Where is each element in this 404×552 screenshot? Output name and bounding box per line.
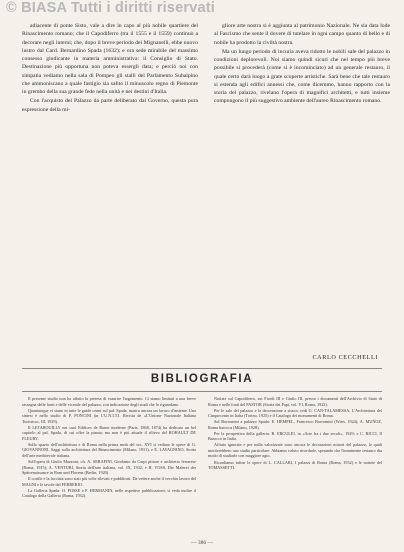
bibliography-paragraph: Affatto ignorate e per nulla valorizzate sono ancora le decorazioni minori del palazzo, le quali meriterebbero uno studio particolare. Abbiamo voluto ricordarle, sperando che l'imminente restauro dia modo di studiarle con maggiore agio.: [208, 442, 382, 459]
bibliography-paragraph: Ricordiamo infine le opere di L. CALLARI, I palazzi di Roma (Roma, 1932) e le notizie del TOMASSETTI.: [208, 459, 382, 471]
bibliography-column-right: [208, 396, 382, 471]
bibliography-paragraph: Il presente studio non ha affatto la pretesa di esaurire l'argomento. Ci siamo limitati a una breve rassegna delle fonti e delle vicende del palazzo, con indicazione degli studi che lo riguardano.: [22, 396, 196, 407]
section-heading: BIBLIOGRAFIA: [150, 373, 254, 385]
bibliography-paragraph: Il LETAROUILLY nei suoi Edifices de Rome moderne (Paris, 1868, 1874) ha dedicato un bel capitolo al pal. Spada, di cui offre la pianta; ma non è più attuale il rilievo del ROHAULT DE FLEURY.: [22, 424, 196, 441]
author-signature: CARLO CECCHELLI: [312, 354, 378, 361]
divider: [22, 391, 382, 392]
page-number: — 386 —: [191, 540, 213, 546]
bibliography-paragraph: Sul Borromini a palazzo Spada: E. HEMPEL, Francesco Borromini (Wien, 1924); A. MUÑOZ, Roma barocca (Milano, 1928).: [208, 419, 382, 430]
article-column-left: [22, 22, 198, 115]
bibliography-paragraph: La Galleria Spada: O. POSSE e F. HERMANIN, nelle rispettive pubblicazioni; si veda inoltre il Catalogo della Galleria (Roma, 1932).: [22, 487, 196, 499]
bibliography-paragraph: Per le sale del palazzo e la decorazione a stucco vedi G. CAN-TALAMESSA, L'Architettura del Cinquecento in Italia (Torino, 1925) e il Catalogo dei monumenti di Roma.: [208, 407, 382, 419]
bibliography-paragraph: Sull'opera di Giulio Mazzoni, cfr. A. SERAFINI, Girolamo da Carpi pittore e architetto ferrarese (Roma, 1915); A. VENTURI, Storia dell'arte italiana, vol. IX, 1932; e H. VOSS, Die Malerei der Spätrenaissance in Rom und Florenz (Berlin, 1920).: [22, 459, 196, 476]
divider: [22, 368, 382, 369]
bibliography-paragraph: Notizie sul Capodiferro, sui Fiordi III e Giulio III, presso i documenti dell'Archivio di Stato di Roma e nelle fonti del PASTOR (Storia dei Papi, vol. VI, Roma, 1922).: [208, 396, 382, 407]
bibliography-paragraph: Quantunque vi siano in tutte le guide cenni sul pal. Spada, manca ancora un lavoro d'insieme. Una sintesi è nello studio di P. PONCINI (in L'U.N.I.T.I. Rivista de «L'Unione Nazionale Italiana Turistica», III, 1929).: [22, 407, 196, 424]
article-paragraph: adiacente di ponte Sisto, vale a dire in capo al più nobile quartiere del Rinascimento romano; che il Capodiferro (tra il 1555 e il 1559) continuò a decorare negli interni; che, dopo il breve periodo dei Mignanelli, ebbe nuovo lustro dal Card. Bernardino Spada (1632); e ora sede mirabile del massimo consesso giudicante in materia amministrativa: il Consiglio di Stato. Destinazione più opportuna non poteva essergli data; e perciò noi con simpatia vediamo nella sala di Pompeo gli stalli del Parlamento Subalpino che ammoniscano a quale fastigio sia salito il minuscolo regno di Piemonte in grembo della sua grande fede nella unità e nei destini d'Italia.: [22, 23, 198, 95]
watermark: © BIASA Tutti i diritti riservati: [6, 0, 216, 16]
bibliography-paragraph: Il cortile e la facciata sono stati più volte rilevati e pubblicati. Da vedere anche il vecchio lavoro del MAGNI e le tavole del FERRERIO.: [22, 476, 196, 487]
bibliography-paragraph: Sullo spazio dell'architettura e di Roma nella prima metà del sec. XVI si vedano le opere di G. GIOVANNONI, Saggi sulla architettura del Rinascimento (Milano, 1931), e E. LAVAGNINO, Storia dell'arte medioevale italiana.: [22, 441, 196, 458]
article-paragraph: Con l'acquisto del Palazzo da parte deliberato dal Governo, questa pura espressione della mi-: [22, 98, 198, 113]
bibliography-column-left: [22, 396, 196, 499]
article-paragraph: Ma un lungo periodo di incuria aveva ridotto le nobili sale del palazzo in condizioni deplorevoli. Noi siamo quindi sicuri che nel tempo più breve possibile si procederà (come si è incominciato) ad un generale restauro, il quale certo darà luogo a grate scoperte artistiche. Sarà bene che tale restauro si estenda agli edifici annessi che, come dicemmo, hanno rapporto con la storia del palazzo, rivelano l'opera di magnifici architetti, e tutti insieme compongono il più suggestivo ambiente dell'aureo Rinascimento romano.: [214, 48, 390, 105]
article-column-right: [214, 22, 390, 107]
article-paragraph: gliore arte nostra si è aggiunta al patrimonio Nazionale. Ne sia data lode al Fascismo che sente il dovere di tutelare in ogni campo quanto di bello e di nobile ha prodotto la civiltà nostra.: [214, 23, 390, 46]
article-body: [22, 22, 390, 332]
bibliography-paragraph: Per la prospettiva della galleria: R. ERCULEI, in «Arte fra i due secoli», 1929; e C. RICCI, Il Barocco in Italia.: [208, 430, 382, 442]
